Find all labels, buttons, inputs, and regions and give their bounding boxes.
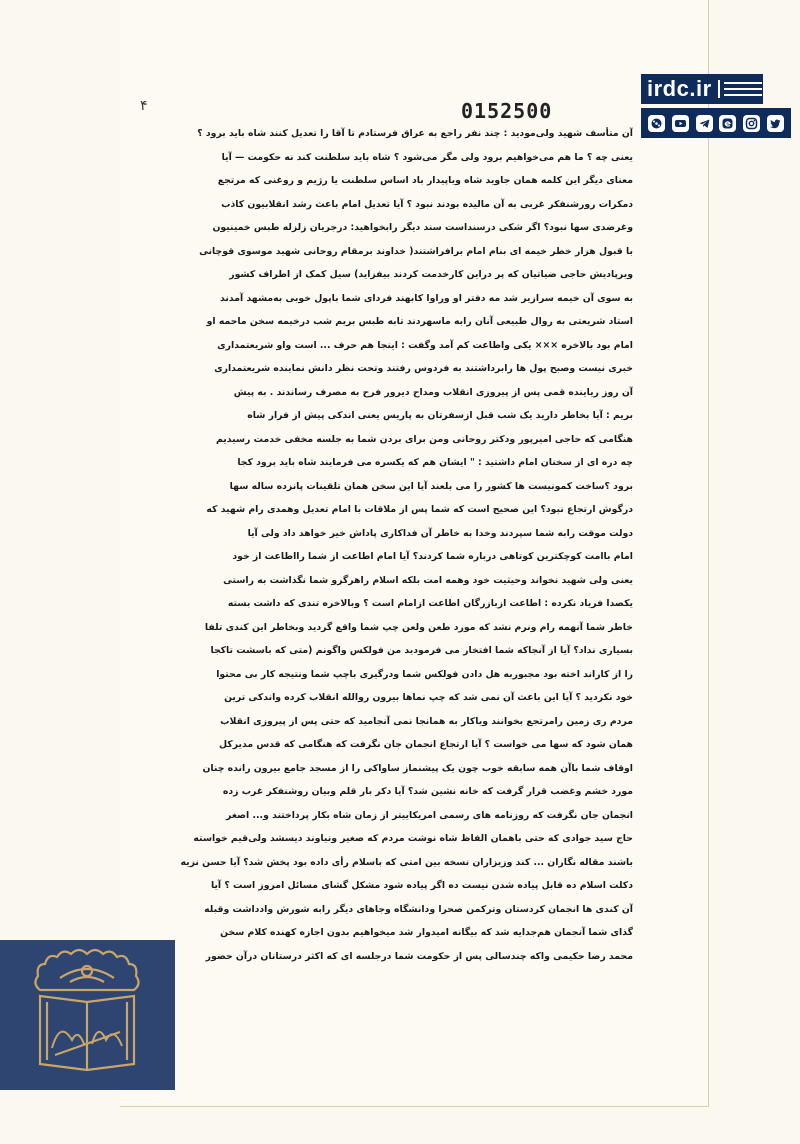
youtube-icon[interactable]: [672, 115, 689, 132]
document-line: یعنی ولی شهید نخواند وحیثیت خود وهمه امت بلکه اسلام راهرگرو شما نگذاشت به راستی: [223, 574, 633, 586]
document-line: خاطر شما آنهمه رام ونرم نشد که مورد طعن ولعن چپ شما واقع گردید وبخاطر این کندی تلفا: [204, 621, 633, 633]
institution-emblem: [0, 940, 175, 1090]
aparat-icon[interactable]: [648, 115, 665, 132]
document-number: 0152500: [461, 99, 553, 123]
social-links-bar: [641, 108, 791, 138]
document-line: خبری نیست وصبح پول ها رابرداشتند به فردوس رفتند وتحت نظر دانش نماینده شریعتمداری: [214, 363, 633, 374]
logo-tagline-mark: [718, 80, 762, 98]
document-line: بسیاری نداد؟ آیا از آنجاکه شما افتخار می فرمودید من فولکس واگونم (متی که باسشت تاکجا: [210, 645, 633, 656]
document-line: حاج سید جوادی که حتی باهمان الفاظ شاه نوشت مردم که صغیر ونیاوند دیسشد ولی‌قیم خواسته: [193, 833, 633, 844]
document-line: با قبول هزار خطر خیمه ای بنام امام برافراشتند( خداوند برمقام روحانی شهید موسوی قوچانی: [199, 245, 633, 257]
page-number: ۴: [140, 98, 148, 114]
document-line: یکصدا فریاد نکرده : اطاعت ازبازرگان اطاعت ازامام است ؟ وبالاخره تندی که داشت بسته: [227, 598, 633, 609]
document-line: وغرضدی سها نبود؟ اگر شکی درسنداست سند دیگر رابخواهید: درجریان زلزله طبس خمینیون: [212, 222, 633, 233]
document-line: خود نکردید ؟ آیا این باعث آن نمی شد که چپ نماها بیرون روالله انقلاب کرده واندکی ترین: [224, 692, 633, 703]
document-line: امام باامت کوچکترین کوتاهی درباره شما کردند؟ آیا امام اطاعت از شما رااطاعت از خود: [232, 551, 633, 562]
document-line: امام بود بالاخره ××× یکی واطاعت کم آمد وگفت : اینجا هم حرف ... است واو شریعتمداری: [217, 339, 633, 351]
document-line: مردم ری زمین رامرتجع بخوانند ویاکار به همانجا نمی آنجامید که حتی پس از پیروزی انقلاب: [220, 715, 633, 727]
eitaa-icon[interactable]: [719, 115, 736, 132]
document-line: باشند مقاله نگاران ... کند وزیزاران نسخه بین امتی که باسلام رأی داده بود پخش شد؟ آیا حسن نزیه: [180, 856, 633, 868]
document-line: اوقاف شما باآن همه سابقه خوب چون یک پیشنماز ساواکی را از مسجد جامع بیرون رانده چنان: [202, 762, 633, 774]
emblem-logo-mark: [0, 940, 175, 1090]
document-line: درگوش ارتجاع نبود؟ این صحیح است که شما پس از ملاقات با امام تعدیل وهمدی رام شهید که: [206, 504, 633, 515]
document-line: گذای شما آنجمان هم‌جدایه شد که بیگانه امیدوار شد میخواهیم بدون اجازه کهنده کلام سخن: [220, 927, 633, 938]
twitter-icon[interactable]: [767, 115, 784, 132]
document-line: دولت موقت رابه شما سپردند وخدا به خاطر آن فداکاری پاداش خیر خواهد داد ولی آیا: [247, 527, 633, 539]
document-line: مورد خشم وغضب قرار گرفت که خانه نشین شد؟ آیا دکر بار قلم وبیان روشنفکر غرب زده: [222, 786, 633, 797]
document-line: استاد شریعتی به روال طبیعی آنان رابه ماسهردند تابه طبس بریم شب درخیمه سخن ماحمه او: [206, 316, 633, 327]
document-line: انجمان جان نگرفت که روزنامه های رسمی امریکاییتر از زمان شاه بکار پرداختند و... اصغر: [226, 809, 633, 821]
document-line: یعنی چه ؟ ما هم می‌خواهیم برود ولی مگر می‌شود ؟ شاه باید سلطنت کند نه حکومت — آیا: [221, 151, 633, 163]
document-line: برود ؟ساخت کمونیست ها کشور را می بلعند آیا این سخن همان تلقینات پانزده ساله سها: [229, 480, 633, 492]
document-line: معنای دیگر این کلمه همان جاوید شاه ویاپیدار باد اساس سلطنت یا رژیم و روغنی که مرتجع: [217, 175, 633, 186]
document-line: ویرپادیش حاجی ضیاتیان که پر دراین کارخدمت کردند بیفزاید) سیل کمک از اطراف کشور: [229, 269, 633, 280]
document-line: آن متأسف شهید ولی‌مودید : چند نفر راجع به عراق فرستادم تا آقا را تعدیل کنند شاه باید برود ؟: [197, 128, 633, 139]
site-name: irdc.ir: [647, 76, 712, 101]
document-line: محمد رضا حکیمی واکه چندسالی پس از حکومت شما درجلسه ای که اکثر درستانان درآن حضور: [205, 950, 633, 962]
document-body: [140, 122, 633, 968]
document-line: بریم : آیا بخاطر دارید یک شب قبل ازسفرتان به پاریس یعنی اندکی پیش از فرار شاه: [247, 410, 633, 421]
document-line: چه دره ای از سخنان امام داشتید : " ایشان هم که یکسره می فرمایند شاه باید برود کجا: [237, 457, 633, 468]
document-line: دکلت اسلام ده قابل پیاده شدن نیست ده اگر پیاده شود مشکل گشای مسائل امروز است ؟ آیا: [210, 880, 633, 891]
document-line: آن روز ریاینده قمی پس از پیروزی انقلاب ومداح دیرور فرح به مصرف رساندند . به پیش: [233, 386, 633, 398]
telegram-icon[interactable]: [696, 115, 713, 132]
document-line: همان شود که سها می خواست ؟ آیا ارتجاع انجمان جان نگرفت که هنگامی که قدس مدیرکل: [219, 739, 633, 750]
instagram-icon[interactable]: [743, 115, 760, 132]
document-line: به سوی آن خیمه سرازیر شد مه دفتر او وراوا کابهند فردای شما باپول خوبی به‌مشهد آمدند: [220, 292, 633, 304]
document-line: دمکرات رورشنفکر غربی به آن مالیده بودند نبود ؟ آیا تعدیل امام باعث رشد انقلابیون کاذب: [221, 198, 633, 210]
site-logo[interactable]: [641, 74, 763, 104]
document-line: را از کاراند اخته بود مجبوربه هل دادن فولکس شما ودرگیری باچپ شما ونتیجه کار بی محتوا: [216, 668, 633, 680]
document-line: آن کندی ها انجمان کردستان وترکمن صحرا ودانشگاه وجاهای دیگر رابه شورش وادداشت وقبله: [204, 903, 633, 915]
document-line: هنگامی که حاجی امیرپور ودکتر روحانی ومن برای بردن شما به جلسه مخفی خدمت رسیدیم: [215, 433, 633, 445]
